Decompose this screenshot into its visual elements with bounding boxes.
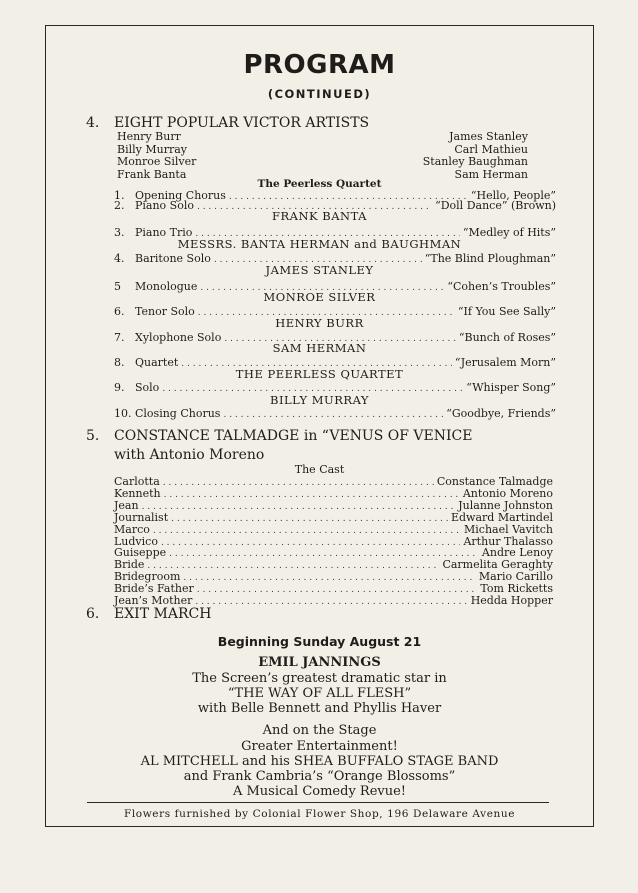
item-title: “The Blind Ploughman” xyxy=(424,252,556,265)
item-title: “If You See Sally” xyxy=(457,305,556,318)
item-label: Closing Chorus xyxy=(135,407,221,420)
artist-name: Frank Banta xyxy=(117,167,187,181)
section-4-heading xyxy=(86,115,369,131)
cast-role: Jean’s Mother xyxy=(114,594,193,607)
item-performer: JAMES STANLEY xyxy=(265,263,374,277)
item-title: “Medley of Hits” xyxy=(462,226,556,239)
artist-name: James Stanley xyxy=(449,130,528,143)
item-number: 10. xyxy=(114,407,132,420)
artist-name: Stanley Baughman xyxy=(422,155,528,168)
cast-heading: The Cast xyxy=(294,463,345,476)
section-number: 5. xyxy=(86,428,100,444)
item-title: “Bunch of Roses” xyxy=(458,331,556,344)
item-number: 4. xyxy=(114,252,125,265)
item-number: 5 xyxy=(114,280,121,293)
dot-leader xyxy=(195,595,467,609)
cast-actor: Hedda Hopper xyxy=(470,594,553,607)
item-number: 7. xyxy=(114,331,125,344)
cast-actor: Arthur Thalasso xyxy=(463,534,553,548)
item-label: Piano Solo xyxy=(135,199,194,212)
cast-role: Jean xyxy=(114,498,139,512)
cast-role: Ludvico xyxy=(114,534,158,548)
item-number: 9. xyxy=(114,381,125,394)
cast-actor: Julanne Johnston xyxy=(458,498,553,512)
coming-line: A Musical Comedy Revue! xyxy=(232,784,407,799)
program-item xyxy=(114,407,556,422)
item-label: Solo xyxy=(135,381,160,394)
coming-line: and Frank Cambria’s “Orange Blossoms” xyxy=(183,769,456,784)
coming-star: EMIL JANNINGS xyxy=(258,655,381,670)
cast-actor: Andre Lenoy xyxy=(481,546,553,560)
dot-leader xyxy=(223,407,443,422)
section-6-heading xyxy=(86,606,211,622)
item-title: “Jerusalem Morn” xyxy=(454,356,556,369)
cast-role: Bride’s Father xyxy=(114,582,194,596)
cast-role: Journalist xyxy=(114,510,169,524)
cast-actor: Tom Ricketts xyxy=(480,582,553,596)
section-number: 4. xyxy=(86,115,100,131)
section-5-subtitle: with Antonio Moreno xyxy=(114,447,265,463)
item-performer: HENRY BURR xyxy=(275,316,364,330)
cast-actor: Carmelita Geraghty xyxy=(442,558,553,572)
item-performer: BILLY MURRAY xyxy=(270,393,369,407)
footer-text: Flowers furnished by Colonial Flower Shop, 196 Delaware Avenue xyxy=(123,808,516,820)
section-5-heading xyxy=(86,428,472,444)
section-number: 6. xyxy=(86,606,100,622)
cast-role: Bridegroom xyxy=(114,570,181,584)
footer-rule xyxy=(87,802,549,803)
item-label: Piano Trio xyxy=(135,226,193,239)
artist-list-right xyxy=(360,131,528,181)
cast-actor: Michael Vavitch xyxy=(464,522,553,536)
item-number: 6. xyxy=(114,305,125,318)
section-title: EIGHT POPULAR VICTOR ARTISTS xyxy=(114,115,370,131)
coming-line: Greater Entertainment! xyxy=(241,739,398,754)
item-label: Monologue xyxy=(135,280,198,293)
coming-heading: Beginning Sunday August 21 xyxy=(217,634,422,649)
quartet-heading: The Peerless Quartet xyxy=(257,178,382,190)
section-title: CONSTANCE TALMADGE in “VENUS OF VENICE xyxy=(114,428,473,444)
coming-line: AL MITCHELL and his SHEA BUFFALO STAGE BAND xyxy=(140,754,499,769)
artist-name: Carl Mathieu xyxy=(454,142,528,156)
item-performer: FRANK BANTA xyxy=(272,209,367,223)
section-title: EXIT MARCH xyxy=(114,606,212,622)
item-number: 3. xyxy=(114,226,125,239)
artist-name: Monroe Silver xyxy=(117,155,197,168)
item-performer: MONROE SILVER xyxy=(263,290,376,304)
item-title: “Cohen’s Troubles” xyxy=(447,280,556,293)
item-label: Tenor Solo xyxy=(135,305,195,318)
artist-name: Henry Burr xyxy=(117,130,181,143)
item-performer: THE PEERLESS QUARTET xyxy=(235,367,404,381)
item-number: 1. xyxy=(114,189,125,202)
item-label: Xylophone Solo xyxy=(135,331,222,344)
item-number: 2. xyxy=(114,199,125,212)
cast-role: Bride xyxy=(114,558,145,572)
cast-actor: Edward Martindel xyxy=(450,510,553,524)
coming-line: The Screen’s greatest dramatic star in xyxy=(192,671,447,686)
cast-actor: Constance Talmadge xyxy=(436,475,553,488)
cast-role: Guiseppe xyxy=(114,546,167,560)
cast-actor: Antonio Moreno xyxy=(462,486,553,500)
item-title: “Goodbye, Friends” xyxy=(446,407,556,420)
item-title: “Whisper Song” xyxy=(466,381,556,394)
coming-film: “THE WAY OF ALL FLESH” xyxy=(227,686,412,701)
cast-actor: Mario Carillo xyxy=(478,570,553,584)
artist-name: Sam Herman xyxy=(454,167,528,181)
item-performer: MESSRS. BANTA HERMAN and BAUGHMAN xyxy=(177,237,462,251)
cast-role: Carlotta xyxy=(114,475,160,488)
item-label: Opening Chorus xyxy=(135,189,226,202)
item-title: “Hello, People” xyxy=(470,189,556,202)
page-title: PROGRAM xyxy=(243,50,396,80)
item-label: Quartet xyxy=(135,356,179,369)
coming-line: And on the Stage xyxy=(262,723,377,738)
item-performer: SAM HERMAN xyxy=(272,341,367,355)
coming-line: with Belle Bennett and Phyllis Haver xyxy=(197,701,442,716)
item-label: Baritone Solo xyxy=(135,252,211,265)
cast-role: Kenneth xyxy=(114,486,161,500)
page-subtitle: (CONTINUED) xyxy=(267,87,372,101)
item-title: “Doll Dance” (Brown) xyxy=(435,199,556,212)
item-number: 8. xyxy=(114,356,125,369)
artist-name: Billy Murray xyxy=(117,142,187,156)
artist-list-left xyxy=(117,131,196,181)
cast-role: Marco xyxy=(114,522,150,536)
